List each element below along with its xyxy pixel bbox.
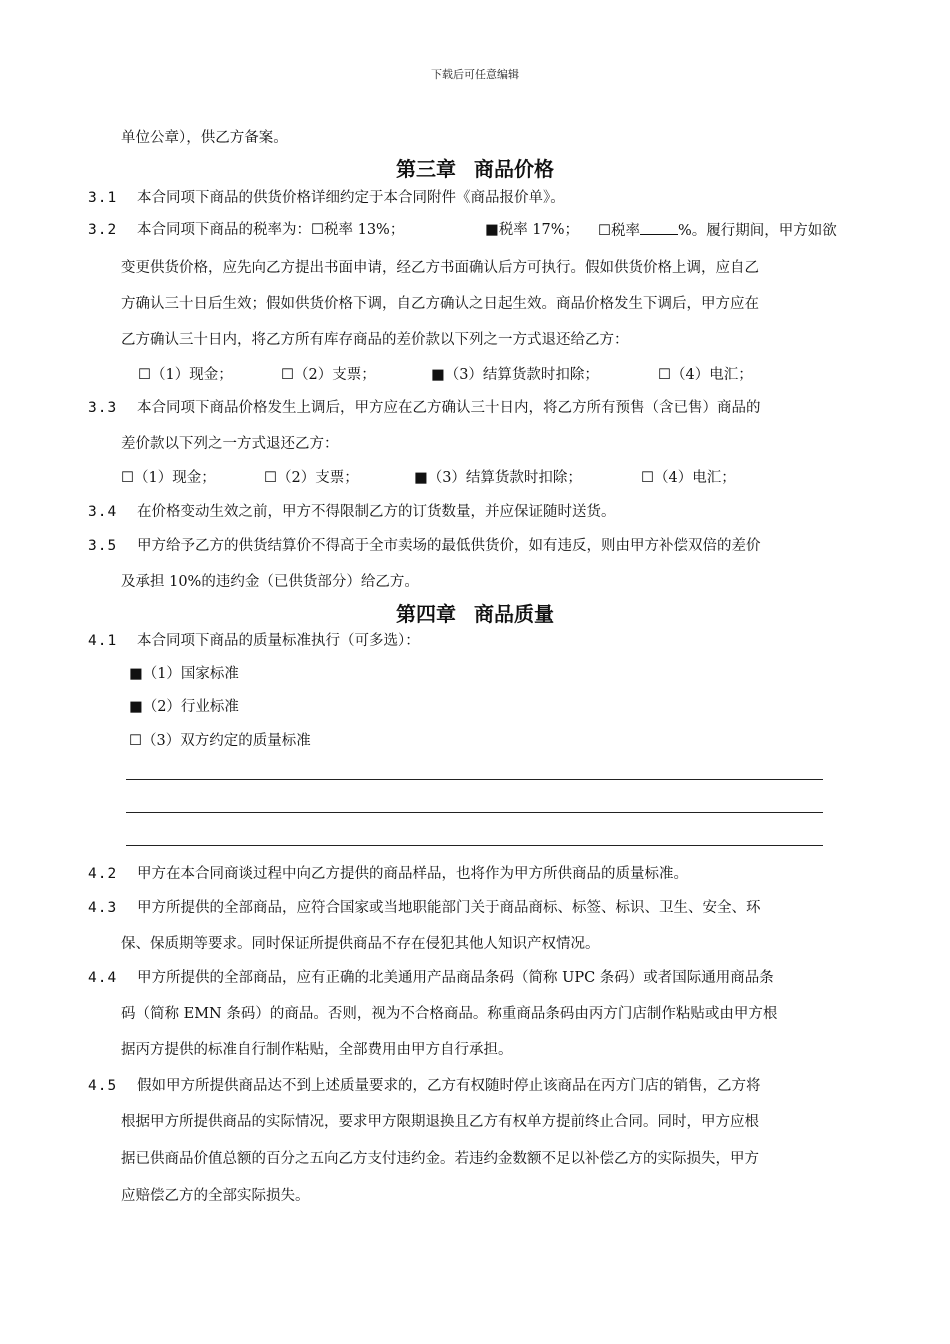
quality-standard-blank-line (126, 779, 823, 780)
tax-option-custom (598, 220, 837, 241)
clause-3-5-number: 3.5 (88, 538, 118, 554)
clause-3-2-tax-label: 本合同项下商品的税率为： (137, 222, 311, 238)
tax-option-13: ☐税率 13%； (311, 222, 405, 238)
clause-4-2-number: 4.2 (88, 866, 118, 882)
clause-4-1-option-industry: ■（2）行业标准 (129, 699, 239, 715)
clause-3-3-line1: 本合同项下商品价格发生上调后，甲方应在乙方确认三十日内，将乙方所有预售（含已售）商品的 (137, 400, 761, 416)
page-header-note: 下载后可任意编辑 (431, 68, 519, 81)
clause-4-1-option-agreed: ☐（3）双方约定的质量标准 (129, 733, 311, 749)
clause-3-5-line2: 及承担 10%的违约金（已供货部分）给乙方。 (121, 574, 419, 590)
clause-4-3-line2: 保、保质期等要求。同时保证所提供商品不存在侵犯其他人知识产权情况。 (121, 936, 600, 952)
clause-3-2-line2: 变更供货价格，应先向乙方提出书面申请，经乙方书面确认后方可执行。假如供货价格上调，应自乙 (121, 260, 759, 276)
clause-3-2-option-cheque: ☐（2）支票； (281, 367, 376, 383)
clause-4-1-number: 4.1 (88, 633, 118, 649)
clause-3-5-line1: 甲方给予乙方的供货结算价不得高于全市卖场的最低供货价，如有违反，则由甲方补偿双倍的差价 (137, 538, 761, 554)
clause-4-3-line1: 甲方所提供的全部商品，应符合国家或当地职能部门关于商品商标、标签、标识、卫生、安全、环 (137, 900, 761, 916)
intro-line: 单位公章），供乙方备案。 (121, 130, 288, 146)
clause-3-2-option-cash: ☐（1）现金； (138, 367, 233, 383)
chapter-3-name: 商品价格 (474, 157, 554, 181)
tax-rate-blank (640, 220, 678, 235)
clause-3-4-number: 3.4 (88, 504, 118, 520)
clause-4-4-number: 4.4 (88, 970, 118, 986)
clause-4-1-option-national: ■（1）国家标准 (129, 666, 239, 682)
clause-4-5-line1: 假如甲方所提供商品达不到上述质量要求的，乙方有权随时停止该商品在丙方门店的销售，乙方将 (137, 1078, 761, 1094)
clause-3-2-line4: 乙方确认三十日内，将乙方所有库存商品的差价款以下列之一方式退还给乙方： (121, 332, 629, 348)
clause-3-3-option-deduct: ■（3）结算货款时扣除； (414, 470, 582, 486)
clause-4-3-number: 4.3 (88, 900, 118, 916)
clause-4-5-number: 4.5 (88, 1078, 118, 1094)
clause-3-3-option-wire: ☐（4）电汇； (641, 470, 736, 486)
chapter-3-number: 第三章 (396, 157, 456, 181)
quality-standard-blank-line (126, 812, 823, 813)
clause-3-3-number: 3.3 (88, 400, 118, 416)
clause-3-1-text: 本合同项下商品的供货价格详细约定于本合同附件《商品报价单》。 (137, 190, 565, 206)
tax-option-custom-label: ☐税率 (598, 223, 640, 239)
clause-4-1-text: 本合同项下商品的质量标准执行（可多选）： (137, 633, 420, 649)
quality-standard-blank-line (126, 845, 823, 846)
clause-4-5-line2: 根据甲方所提供商品的实际情况，要求甲方限期退换且乙方有权单方提前终止合同。同时，甲方应根 (121, 1114, 759, 1130)
clause-4-4-line1: 甲方所提供的全部商品，应有正确的北美通用产品商品条码（简称 UPC 条码）或者国际通用商品条 (137, 970, 774, 986)
clause-4-5-line4: 应赔偿乙方的全部实际损失。 (121, 1188, 310, 1204)
clause-3-3-option-cheque: ☐（2）支票； (264, 470, 359, 486)
chapter-4-name: 商品质量 (474, 602, 554, 626)
clause-3-3-option-cash: ☐（1）现金； (121, 470, 216, 486)
clause-3-1-number: 3.1 (88, 190, 118, 206)
chapter-4-title (0, 601, 950, 627)
clause-4-5-line3: 据已供商品价值总额的百分之五向乙方支付违约金。若违约金数额不足以补偿乙方的实际损失，甲方 (121, 1151, 759, 1167)
clause-3-2-line3: 方确认三十日后生效；假如供货价格下调，自乙方确认之日起生效。商品价格发生下调后，甲方应在 (121, 296, 759, 312)
chapter-3-title (0, 156, 950, 182)
clause-4-4-line3: 据丙方提供的标准自行制作粘贴，全部费用由甲方自行承担。 (121, 1042, 513, 1058)
clause-3-3-line2: 差价款以下列之一方式退还乙方： (121, 436, 339, 452)
tax-option-17: ■税率 17%； (485, 222, 580, 238)
clause-4-4-line2: 码（简称 EMN 条码）的商品。否则，视为不合格商品。称重商品条码由丙方门店制作粘贴或由甲方根 (121, 1006, 778, 1022)
clause-3-4-text: 在价格变动生效之前，甲方不得限制乙方的订货数量，并应保证随时送货。 (137, 504, 616, 520)
clause-3-2-option-deduct: ■（3）结算货款时扣除； (431, 367, 599, 383)
clause-4-2-text: 甲方在本合同商谈过程中向乙方提供的商品样品，也将作为甲方所供商品的质量标准。 (137, 866, 688, 882)
clause-3-2-line1 (137, 220, 404, 240)
clause-3-2-number: 3.2 (88, 222, 118, 238)
clause-3-2-line1-tail: %。履行期间，甲方如欲 (678, 223, 837, 239)
clause-3-2-option-wire: ☐（4）电汇； (658, 367, 753, 383)
chapter-4-number: 第四章 (396, 602, 456, 626)
